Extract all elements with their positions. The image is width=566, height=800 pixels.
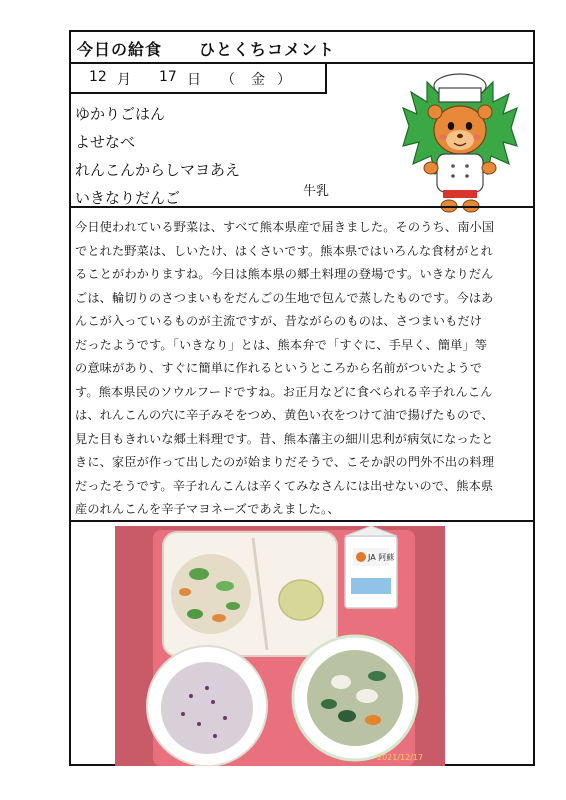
date-box	[71, 64, 327, 94]
date-day-unit: 日	[187, 72, 201, 88]
menu-item-dango: いきなりだんご	[75, 189, 181, 207]
menu-item-nabe: よせなべ	[75, 133, 136, 151]
comment-line: の意味があり、すぐに簡単に作れるというところから名前がついたようで	[75, 361, 483, 375]
menu-item-renkon: れんこんからしマヨあえ	[75, 161, 241, 179]
weekday-paren-open: （	[221, 72, 235, 88]
page-subtitle: ひとくちコメント	[199, 40, 336, 59]
comment-divider-top	[71, 206, 533, 208]
menu-item-rice: ゆかりごはん	[75, 105, 166, 123]
comment-line: でとれた野菜は、しいたけ、はくさいです。熊本県ではいろんな食材がとれ	[75, 243, 494, 258]
comment-line: 見た目もきれいな郷土料理です。昔、熊本藩主の細川忠利が病気になったと	[75, 431, 494, 446]
date-month: 12	[89, 69, 107, 85]
menu-list	[75, 100, 240, 212]
comment-text	[75, 216, 531, 522]
comment-line: す。熊本県民のソウルフードですね。お正月などに食べられる辛子れんこん	[75, 384, 493, 399]
menu-item-milk: 牛乳	[303, 184, 330, 199]
comment-line: ごは、輪切りのさつまいもをだんごの生地で包んで蒸したものです。今はあ	[75, 290, 494, 305]
page-title: 今日の給食	[77, 40, 163, 59]
date-weekday: 金	[251, 72, 265, 88]
photo-timestamp: 2021/12/17	[377, 753, 424, 762]
milk-carton-label: JA 阿蘇	[368, 553, 395, 562]
comment-line: だったそうです。辛子れんこんは辛くてみなさんには出せないので、熊本県	[75, 478, 494, 493]
mascot-illustration	[401, 68, 519, 214]
lunch-comment-sheet	[69, 30, 535, 766]
comment-divider-bottom	[71, 520, 533, 522]
comment-line: は、れんこんの穴に辛子みそをつめ、黄色い衣をつけて油で揚げたもので、	[75, 408, 494, 422]
comment-line: んこが入っているものが主流ですが、昔ながらのものは、さつまいもだけ	[75, 314, 483, 328]
lunch-photo	[115, 526, 445, 766]
comment-line: 産のれんこんを辛子マヨネーズであえました。、	[75, 502, 340, 516]
date-day: 17	[159, 69, 177, 85]
comment-line: きに、家臣が作って出したのが始まりだそうで、こそか訳の門外不出の料理	[75, 455, 495, 469]
weekday-paren-close: ）	[277, 72, 291, 88]
comment-line: だったようです。「いきなり」とは、熊本弁で「すぐに、手早く、簡単」等	[75, 337, 488, 352]
header-row	[71, 32, 533, 64]
comment-line: ることがわかりますね。今日は熊本県の郷土料理の登場です。いきなりだん	[75, 267, 494, 281]
comment-line: 今日使われている野菜は、すべて熊本県産で届きました。そのうち、南小国	[75, 220, 495, 234]
lunch-photo-drawing	[115, 526, 445, 766]
date-month-unit: 月	[117, 72, 131, 88]
